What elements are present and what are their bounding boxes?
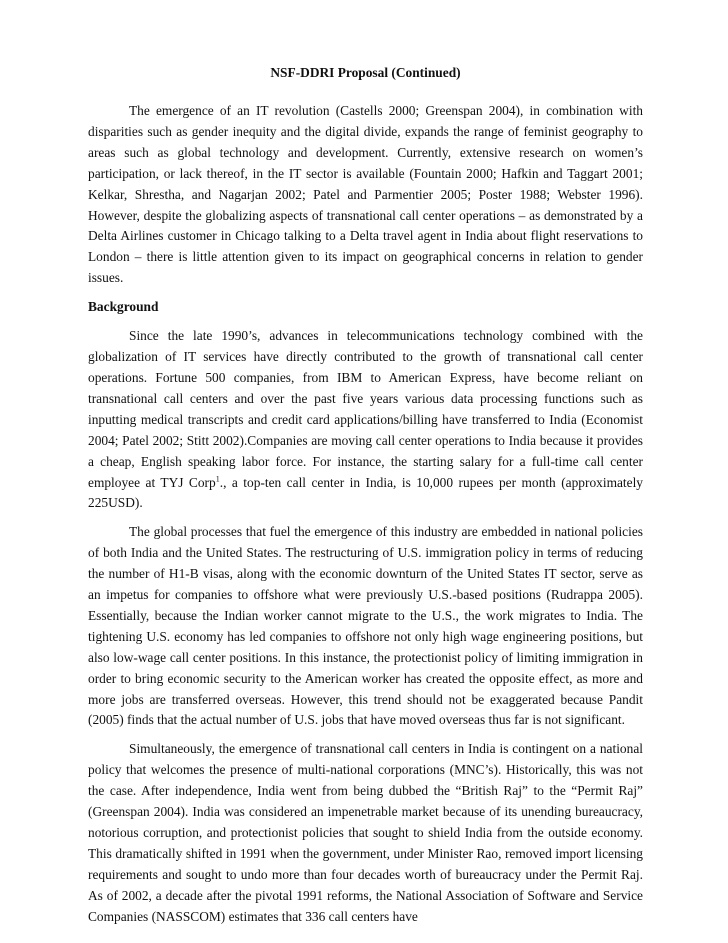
background-paragraph-3: Simultaneously, the emergence of transnational call centers in India is contingent on a national policy that welcomes the presence of multi-national corporations (MNC’s). Historically, this was not the case. After independence, India went from being dubbed the “British Raj” to the “Permit Raj” (Greenspan 2004). India was considered an impenetrable market because of its unending bureaucracy, notorious corruption, and protectionist policies that sought to shield India from the outside economy. This dramatically shifted in 1991 when the government, under Minister Rao, removed import licensing requirements and sought to undo more than four decades worth of bureaucracy under the Permit Raj. As of 2002, a decade after the pivotal 1991 reforms, the National Association of Software and Service Companies (NASSCOM) estimates that 336 call centers have <box>88 741 643 924</box>
background-paragraph-2: The global processes that fuel the emergence of this industry are embedded in national policies of both India and the United States. The restructuring of U.S. immigration policy in terms of reducing the number of H1-B visas, along with the economic downturn of the United States IT sector, serve as an impetus for companies to offshore what were previously U.S.-based positions (Rudrappa 2005). Essentially, because the Indian worker cannot migrate to the U.S., the work migrates to India. The tightening U.S. economy has led companies to offshore not only high wage engineering positions, but also low-wage call center positions. In this instance, the protectionist policy of limiting immigration in order to bring economic security to the American worker has created the opposite effect, as more and more jobs are transferred overseas. However, this trend should not be exaggerated because Pandit (2005) finds that the actual number of U.S. jobs that have moved overseas thus far is not significant. <box>88 524 643 728</box>
document-page <box>88 64 643 936</box>
section-heading-background: Background <box>88 299 159 315</box>
intro-paragraph: The emergence of an IT revolution (Castells 2000; Greenspan 2004), in combination with disparities such as gender inequity and the digital divide, expands the range of feminist geography to areas such as global technology and development. Currently, extensive research on women’s participation, or lack thereof, in the IT sector is available (Fountain 2000; Hafkin and Taggart 2001; Kelkar, Shrestha, and Nagarjan 2002; Patel and Parmentier 2005; Poster 1988; Webster 1996). However, despite the globalizing aspects of transnational call center operations – as demonstrated by a Delta Airlines customer in Chicago talking to a Delta travel agent in India about flight reservations to London – there is little attention given to its impact on geographical concerns in relation to gender issues. <box>88 103 643 286</box>
paragraph-text: ., a top-ten call center in India, is 10,000 rupees per month (approximately 225USD). <box>88 474 644 511</box>
paragraph-text: Since the late 1990’s, advances in telecommunications technology combined with the globalization of IT services have directly contributed to the growth of transnational call center operations. Fortune 500 companies, from IBM to American Express, have become reliant on transnational call centers and over the past five years various data processing functions such as inputting medical transcripts and credit card applications/billing have transferred to India (Economist 2004; Patel 2002; Stitt 2002).Companies are moving call center operations to India because it provides a cheap, English speaking labor force. For instance, the starting salary for a full-time call center employee at TYJ Corp <box>88 328 643 490</box>
footnote-marker: 1 <box>215 474 220 484</box>
background-paragraph-1 <box>88 326 643 514</box>
page-title: NSF-DDRI Proposal (Continued) <box>270 65 461 80</box>
